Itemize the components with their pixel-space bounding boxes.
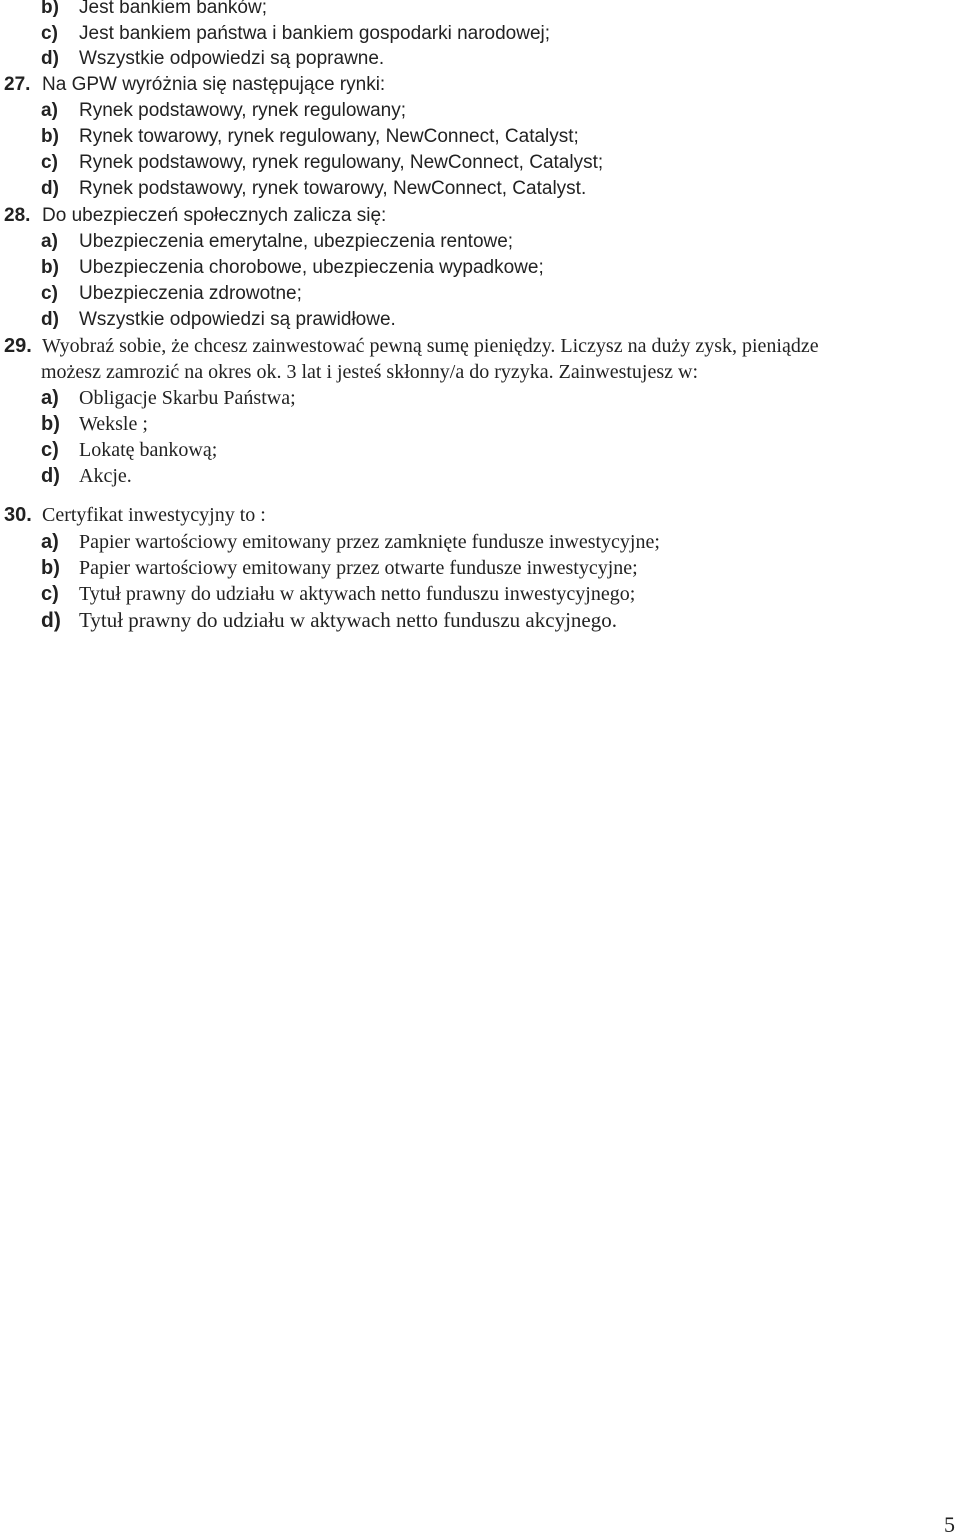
answer-q27-c (41, 150, 603, 176)
answer-q27-a (41, 98, 406, 124)
question-28 (4, 203, 386, 229)
answer-text: Rynek towarowy, rynek regulowany, NewConnect, Catalyst; (79, 126, 579, 147)
answer-label: d) (41, 309, 59, 330)
answer-text: Akcje. (79, 465, 132, 487)
answer-q28-b (41, 255, 544, 281)
question-number: 28. (4, 205, 31, 226)
answer-q30-c (41, 581, 635, 607)
answer-text: Rynek podstawowy, rynek regulowany; (79, 100, 407, 121)
answer-text: Tytuł prawny do udziału w aktywach netto funduszu akcyjnego. (79, 608, 617, 632)
answer-text: Ubezpieczenia zdrowotne; (79, 283, 302, 304)
answer-text: Rynek podstawowy, rynek regulowany, NewConnect, Catalyst; (79, 152, 604, 173)
answer-q30-b (41, 555, 638, 581)
answer-text: Wszystkie odpowiedzi są prawidłowe. (79, 309, 396, 330)
question-number: 29. (4, 335, 32, 357)
answer-label: d) (41, 609, 61, 632)
question-text: Certyfikat inwestycyjny to : (42, 504, 266, 526)
answer-text: Papier wartościowy emitowany przez otwarte fundusze inwestycyjne; (79, 557, 638, 579)
question-text: możesz zamrozić na okres ok. 3 lat i jesteś skłonny/a do ryzyka. Zainwestujesz w: (41, 361, 699, 383)
answer-label: c) (41, 23, 58, 44)
answer-q29-a (41, 385, 296, 411)
answer-label: a) (41, 531, 59, 553)
answer-label: b) (41, 257, 59, 278)
answer-q29-b (41, 411, 148, 437)
answer-text: Obligacje Skarbu Państwa; (79, 387, 296, 409)
question-text: Do ubezpieczeń społecznych zalicza się: (42, 205, 387, 226)
answer-label: d) (41, 48, 59, 69)
answer-text: Jest bankiem państwa i bankiem gospodarki narodowej; (79, 23, 551, 44)
answer-text: Tytuł prawny do udziału w aktywach netto funduszu inwestycyjnego; (79, 583, 636, 605)
answer-q26-b (41, 0, 267, 21)
answer-q27-d (41, 176, 586, 202)
answer-label: c) (41, 439, 59, 461)
answer-label: b) (41, 126, 59, 147)
answer-label: b) (41, 557, 60, 579)
answer-q26-d (41, 46, 384, 72)
answer-label: b) (41, 413, 60, 435)
answer-text: Wszystkie odpowiedzi są poprawne. (79, 48, 385, 69)
answer-label: b) (41, 0, 59, 18)
question-29 (4, 333, 819, 359)
question-text: Wyobraź sobie, że chcesz zainwestować pewną sumę pieniędzy. Liczysz na duży zysk, pieniądze (42, 335, 819, 357)
answer-text: Rynek podstawowy, rynek towarowy, NewConnect, Catalyst. (79, 178, 587, 199)
answer-label: a) (41, 100, 58, 121)
answer-label: c) (41, 152, 58, 173)
answer-q26-c (41, 21, 550, 47)
page-number: 5 (944, 1512, 955, 1537)
question-27 (4, 72, 385, 98)
answer-label: d) (41, 178, 59, 199)
answer-text: Weksle ; (79, 413, 148, 435)
answer-text: Ubezpieczenia chorobowe, ubezpieczenia wypadkowe; (79, 257, 544, 278)
answer-q28-a (41, 229, 513, 255)
answer-label: c) (41, 583, 59, 605)
answer-text: Lokatę bankową; (79, 439, 218, 461)
answer-q29-d (41, 463, 132, 489)
answer-q29-c (41, 437, 217, 463)
answer-q27-b (41, 124, 579, 150)
answer-label: a) (41, 387, 59, 409)
answer-q30-d (41, 607, 617, 634)
answer-q28-d (41, 307, 396, 333)
question-number: 30. (4, 504, 32, 526)
answer-label: d) (41, 465, 60, 487)
answer-label: a) (41, 231, 58, 252)
answer-q30-a (41, 529, 660, 555)
answer-text: Jest bankiem banków; (79, 0, 267, 18)
question-29-continuation (41, 359, 698, 385)
answer-q28-c (41, 281, 302, 307)
answer-text: Papier wartościowy emitowany przez zamknięte fundusze inwestycyjne; (79, 531, 660, 553)
question-number: 27. (4, 74, 31, 95)
answer-label: c) (41, 283, 58, 304)
question-30 (4, 502, 266, 528)
answer-text: Ubezpieczenia emerytalne, ubezpieczenia rentowe; (79, 231, 514, 252)
question-text: Na GPW wyróżnia się następujące rynki: (42, 74, 386, 95)
